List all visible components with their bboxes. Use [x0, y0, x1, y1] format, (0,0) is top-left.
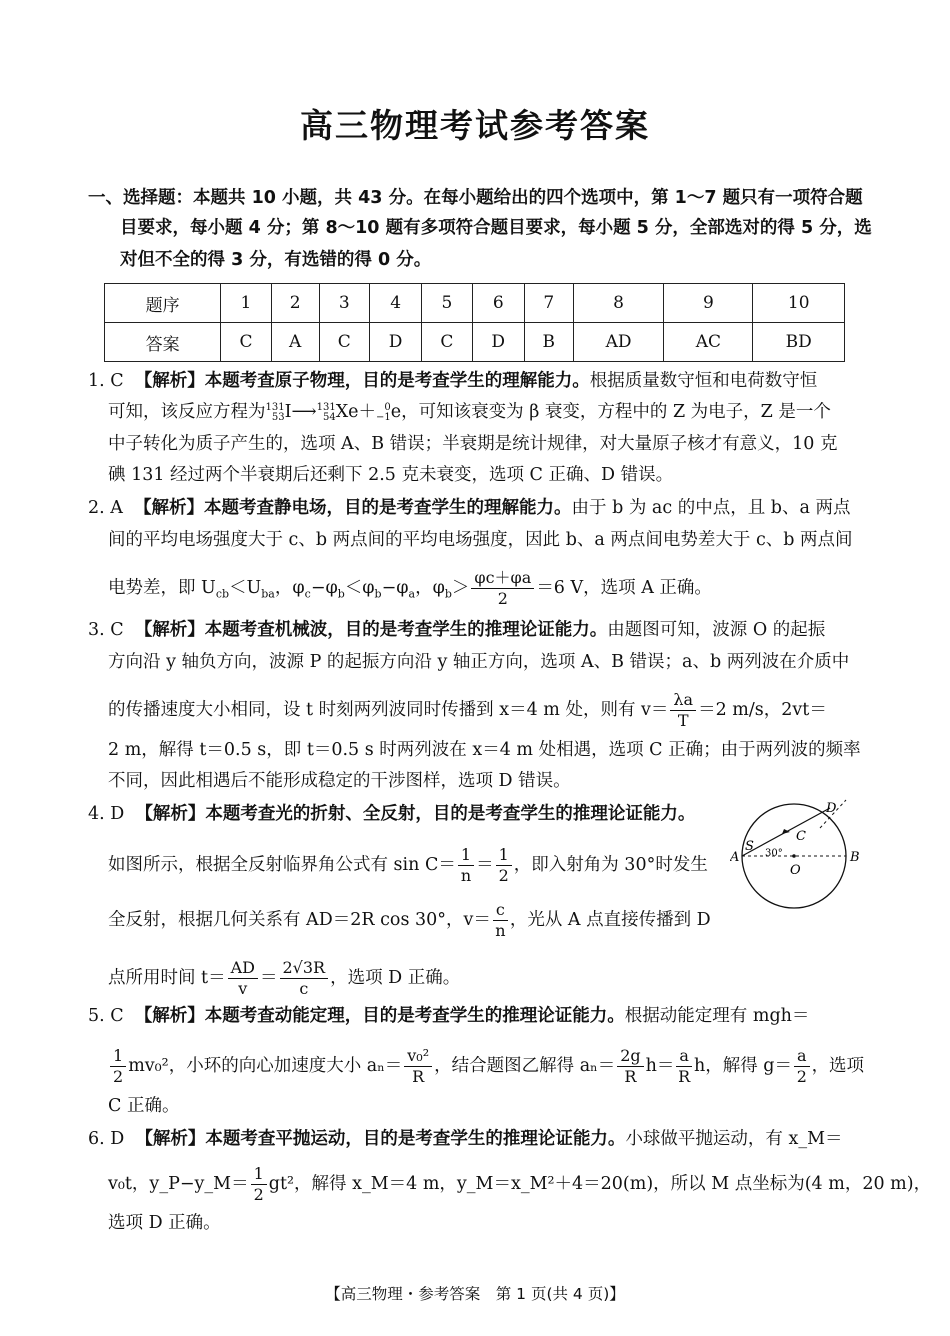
denominator: T: [677, 711, 689, 730]
text: 如图所示，根据全反射临界角公式有 sin C＝: [108, 855, 456, 875]
table-cell: AC: [664, 323, 753, 362]
q2-line: 间的平均电场强度大于 c、b 两点间的平均电场强度，因此 b、a 两点间电势差大于 c、b 两点间: [108, 530, 853, 550]
label-d: D: [826, 801, 837, 816]
text: gt²，解得 x_M＝4 m，y_M＝x_M²＋4＝20(m)，所以 M 点坐标为(4 m，20 m)，: [268, 1174, 932, 1194]
denominator: v: [238, 979, 248, 998]
fraction: [676, 1046, 692, 1087]
table-cell: 1: [221, 284, 271, 323]
analysis-tag: 【解析】本题考查静电场，目的是考查学生的理解能力。: [134, 498, 572, 518]
text: 由题图可知，波源 O 的起振: [607, 620, 826, 640]
text: ，即入射角为 30°时发生: [513, 855, 708, 875]
arrow-icon: [782, 829, 790, 834]
subscript: b: [374, 587, 382, 601]
angle-label: 30°: [765, 848, 783, 859]
label-b: B: [850, 850, 860, 865]
page-footer: 【高三物理・参考答案 第 1 页(共 4 页)】: [325, 1285, 625, 1303]
text: ，φ: [274, 578, 305, 598]
q4-line: [108, 958, 460, 999]
denominator: 2: [113, 1067, 124, 1086]
fraction: [496, 845, 512, 886]
q2-line: [108, 568, 712, 609]
question-6: [88, 1127, 843, 1151]
question-1: [88, 369, 817, 393]
question-4: [88, 802, 695, 826]
numerator: 2√3R: [280, 958, 329, 979]
q6-line: 选项 D 正确。: [108, 1213, 221, 1233]
section-line: 对但不全的得 3 分，有选错的得 0 分。: [120, 250, 432, 270]
question-number: 6. D: [88, 1129, 125, 1149]
analysis-tag: 【解析】本题考查机械波，目的是考查学生的推理论证能力。: [134, 620, 608, 640]
q4-line: [108, 900, 711, 941]
fraction: [493, 900, 508, 941]
fraction: [280, 958, 329, 999]
subscript: b: [444, 587, 452, 601]
text: 小球做平抛运动，有 x_M＝: [625, 1129, 843, 1149]
label-a: A: [730, 850, 740, 865]
denominator: 2: [253, 1185, 264, 1204]
denominator: R: [412, 1067, 425, 1086]
subscript: cb: [215, 587, 230, 601]
question-5: [88, 1004, 809, 1028]
center-point: [792, 854, 796, 858]
denominator: 2: [497, 589, 508, 608]
text: e，可知该衰变为 β 衰变，方程中的 Z 为电子，Z 是一个: [390, 402, 831, 422]
denominator: R: [678, 1067, 691, 1086]
mass-number: 0: [384, 401, 391, 413]
analysis-tag: 【解析】本题考查光的折射、全反射，目的是考查学生的推理论证能力。: [135, 804, 696, 824]
question-number: 1. C: [88, 371, 124, 391]
text: ＝: [476, 855, 494, 875]
label-o: O: [790, 863, 801, 878]
fraction: [794, 1046, 810, 1087]
denominator: n: [460, 866, 472, 885]
atomic-number: 54: [322, 411, 336, 423]
q3-line: 方向沿 y 轴负方向，波源 P 的起振方向沿 y 轴正方向，选项 A、B 错误；a、b 两列波在介质中: [108, 652, 850, 672]
table-cell: 题序: [105, 284, 221, 323]
table-cell: D: [369, 323, 421, 362]
analysis-tag: 【解析】本题考查动能定理，目的是考查学生的推理论证能力。: [134, 1006, 625, 1026]
numerator: 1: [110, 1046, 126, 1067]
table-cell: 8: [573, 284, 664, 323]
text: h＝: [645, 1056, 675, 1076]
numerator: 2g: [617, 1046, 643, 1067]
denominator: 2: [498, 866, 509, 885]
text: 根据动能定理有 mgh＝: [624, 1006, 810, 1026]
text: 全反射，根据几何关系有 AD＝2R cos 30°，v＝: [108, 910, 491, 930]
text: ，结合题图乙解得 aₙ＝: [434, 1056, 616, 1076]
numerator: λa: [670, 690, 696, 711]
fraction: [471, 568, 534, 609]
text: 由于 b 为 ac 的中点，且 b、a 两点: [571, 498, 851, 518]
text: ＝6 V，选项 A 正确。: [536, 578, 712, 598]
table-cell: 2: [271, 284, 319, 323]
text: −φ: [381, 578, 409, 598]
q5-line: [108, 1046, 864, 1087]
mass-number: 131: [265, 401, 285, 413]
fraction: [404, 1046, 432, 1087]
subscript: b: [337, 587, 345, 601]
analysis-tag: 【解析】本题考查原子物理，目的是考查学生的理解能力。: [134, 371, 590, 391]
q5-line: C 正确。: [108, 1096, 180, 1116]
text: h，解得 g＝: [693, 1056, 793, 1076]
text: 点所用时间 t＝: [108, 968, 226, 988]
table-cell: 5: [422, 284, 472, 323]
question-number: 4. D: [88, 804, 125, 824]
table-cell: 6: [472, 284, 524, 323]
text: mv₀²，小环的向心加速度大小 aₙ＝: [128, 1056, 403, 1076]
question-number: 2. A: [88, 498, 123, 518]
analysis-tag: 【解析】本题考查平抛运动，目的是考查学生的推理论证能力。: [135, 1129, 626, 1149]
numerator: 1: [496, 845, 512, 866]
q3-line: [108, 690, 827, 731]
question-2: [88, 496, 851, 520]
q1-line: 碘 131 经过两个半衰期后还剩下 2.5 克未衰变，选项 C 正确、D 错误。: [108, 465, 674, 485]
question-number: 3. C: [88, 620, 124, 640]
denominator: 2: [796, 1067, 807, 1086]
subscript: c: [304, 587, 311, 601]
table-cell: 7: [524, 284, 573, 323]
text: ＜φ: [344, 578, 375, 598]
q6-line: [108, 1164, 931, 1205]
numerator: a: [794, 1046, 810, 1067]
subscript: a: [408, 587, 416, 601]
numerator: 1: [458, 845, 474, 866]
label-c: C: [796, 829, 806, 844]
table-cell: 10: [753, 284, 845, 323]
table-cell: C: [319, 323, 369, 362]
numerator: AD: [228, 958, 258, 979]
text: v₀t，y_P−y_M＝: [108, 1174, 249, 1194]
text: −φ: [310, 578, 338, 598]
table-cell: C: [221, 323, 271, 362]
fraction: [670, 690, 696, 731]
table-cell: B: [524, 323, 573, 362]
q3-line: 不同，因此相遇后不能形成稳定的干涉图样，选项 D 错误。: [108, 771, 571, 791]
table-row: [105, 284, 845, 323]
circle-diagram: [730, 798, 865, 916]
q1-line: 中子转化为质子产生的，选项 A、B 错误；半衰期是统计规律，对大量原子核才有意义，10 克: [108, 434, 838, 454]
table-cell: 9: [664, 284, 753, 323]
q1-line: [108, 400, 831, 424]
question-3: [88, 618, 825, 642]
text: ，选项: [811, 1056, 865, 1076]
text: ＞: [451, 578, 470, 598]
text: 可知，该反应方程为: [108, 402, 266, 422]
text: 根据质量数守恒和电荷数守恒: [589, 371, 818, 391]
q4-line: [108, 845, 708, 886]
section-heading: 一、选择题：本题共 10 小题，共 43 分。在每小题给出的四个选项中，第 1～7 题只有一项符合题: [88, 188, 863, 208]
numerator: a: [676, 1046, 692, 1067]
text: ＜U: [229, 578, 262, 598]
numerator: v₀²: [404, 1046, 432, 1067]
fraction: [458, 845, 474, 886]
atomic-number: 53: [271, 411, 285, 423]
text: I⟶: [284, 402, 317, 422]
numerator: c: [493, 900, 508, 921]
table-cell: C: [422, 323, 472, 362]
subscript: ba: [261, 587, 275, 601]
page-title: 高三物理考试参考答案: [300, 106, 650, 145]
label-s: S: [745, 839, 754, 854]
q3-line: 2 m，解得 t＝0.5 s，即 t＝0.5 s 时两列波在 x＝4 m 处相遇，选项 C 正确；由于两列波的频率: [108, 740, 861, 760]
table-cell: 4: [369, 284, 421, 323]
section-line: 目要求，每小题 4 分；第 8～10 题有多项符合题目要求，每小题 5 分，全部选对的得 5 分，选: [120, 218, 872, 238]
answer-table: [104, 283, 845, 362]
table-cell: D: [472, 323, 524, 362]
fraction: [110, 1046, 126, 1087]
text: 的传播速度大小相同，设 t 时刻两列波同时传播到 x＝4 m 处，则有 v＝: [108, 700, 669, 720]
denominator: R: [624, 1067, 637, 1086]
text: ，φ: [415, 578, 445, 598]
table-cell: 3: [319, 284, 369, 323]
text: ，选项 D 正确。: [330, 968, 461, 988]
denominator: n: [495, 921, 506, 940]
numerator: 1: [251, 1164, 267, 1185]
table-cell: BD: [753, 323, 845, 362]
table-cell: A: [271, 323, 319, 362]
fraction: [251, 1164, 267, 1205]
text: Xe＋: [335, 402, 377, 422]
numerator: φc＋φa: [471, 568, 534, 589]
text: ＝: [260, 968, 278, 988]
denominator: c: [299, 979, 309, 998]
fraction: [228, 958, 258, 999]
text: 电势差，即 U: [108, 578, 216, 598]
atomic-number: −1: [376, 411, 391, 423]
table-cell: 答案: [105, 323, 221, 362]
table-row: [105, 323, 845, 362]
text: ，光从 A 点直接传播到 D: [509, 910, 711, 930]
table-cell: AD: [573, 323, 664, 362]
mass-number: 131: [316, 401, 336, 413]
fraction: [617, 1046, 643, 1087]
question-number: 5. C: [88, 1006, 124, 1026]
text: ＝2 m/s，2vt＝: [698, 700, 827, 720]
